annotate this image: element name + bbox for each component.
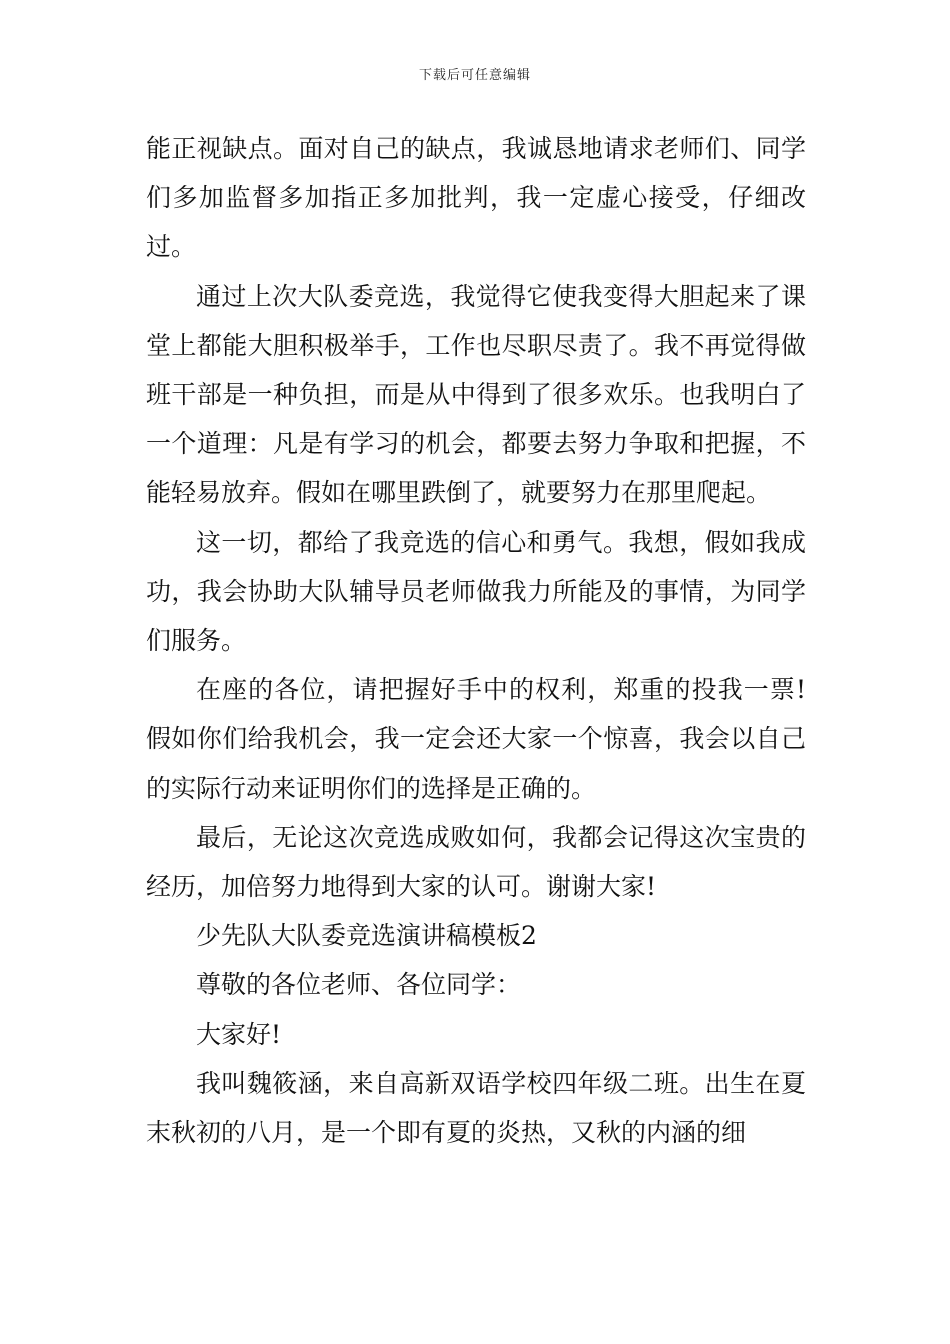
- paragraph: 在座的各位，请把握好手中的权利，郑重的投我一票!假如你们给我机会，我一定会还大家一个惊喜，我会以自己的实际行动来证明你们的选择是正确的。: [146, 675, 806, 803]
- paragraph: 我叫魏筱涵，来自高新双语学校四年级二班。出生在夏末秋初的八月，是一个即有夏的炎热，又秋的内涵的细: [146, 1068, 806, 1148]
- paragraph: 这一切，都给了我竞选的信心和勇气。我想，假如我成功，我会协助大队辅导员老师做我力所能及的事情，为同学们服务。: [146, 527, 806, 656]
- section-title: 少先队大队委竞选演讲稿模板2: [196, 921, 537, 951]
- greeting: 大家好!: [196, 1019, 282, 1049]
- paragraph: 通过上次大队委竞选，我觉得它使我变得大胆起来了课堂上都能大胆积极举手，工作也尽职尽责了。我不再觉得做班干部是一种负担，而是从中得到了很多欢乐。也我明白了一个道理：凡是有学习的机会，都要去努力争取和把握，不能轻易放弃。假如在哪里跌倒了，就要努力在那里爬起。: [146, 281, 806, 508]
- paragraph: 最后，无论这次竞选成败如何，我都会记得这次宝贵的经历，加倍努力地得到大家的认可。谢谢大家!: [146, 822, 806, 902]
- document-body: [146, 124, 806, 1157]
- salutation: 尊敬的各位老师、各位同学：: [196, 970, 522, 1000]
- paragraph-continued: 能正视缺点。面对自己的缺点，我诚恳地请求老师们、同学们多加监督多加指正多加批判，我一定虚心接受，仔细改过。: [146, 134, 806, 262]
- page-header-note: 下载后可任意编辑: [418, 68, 531, 83]
